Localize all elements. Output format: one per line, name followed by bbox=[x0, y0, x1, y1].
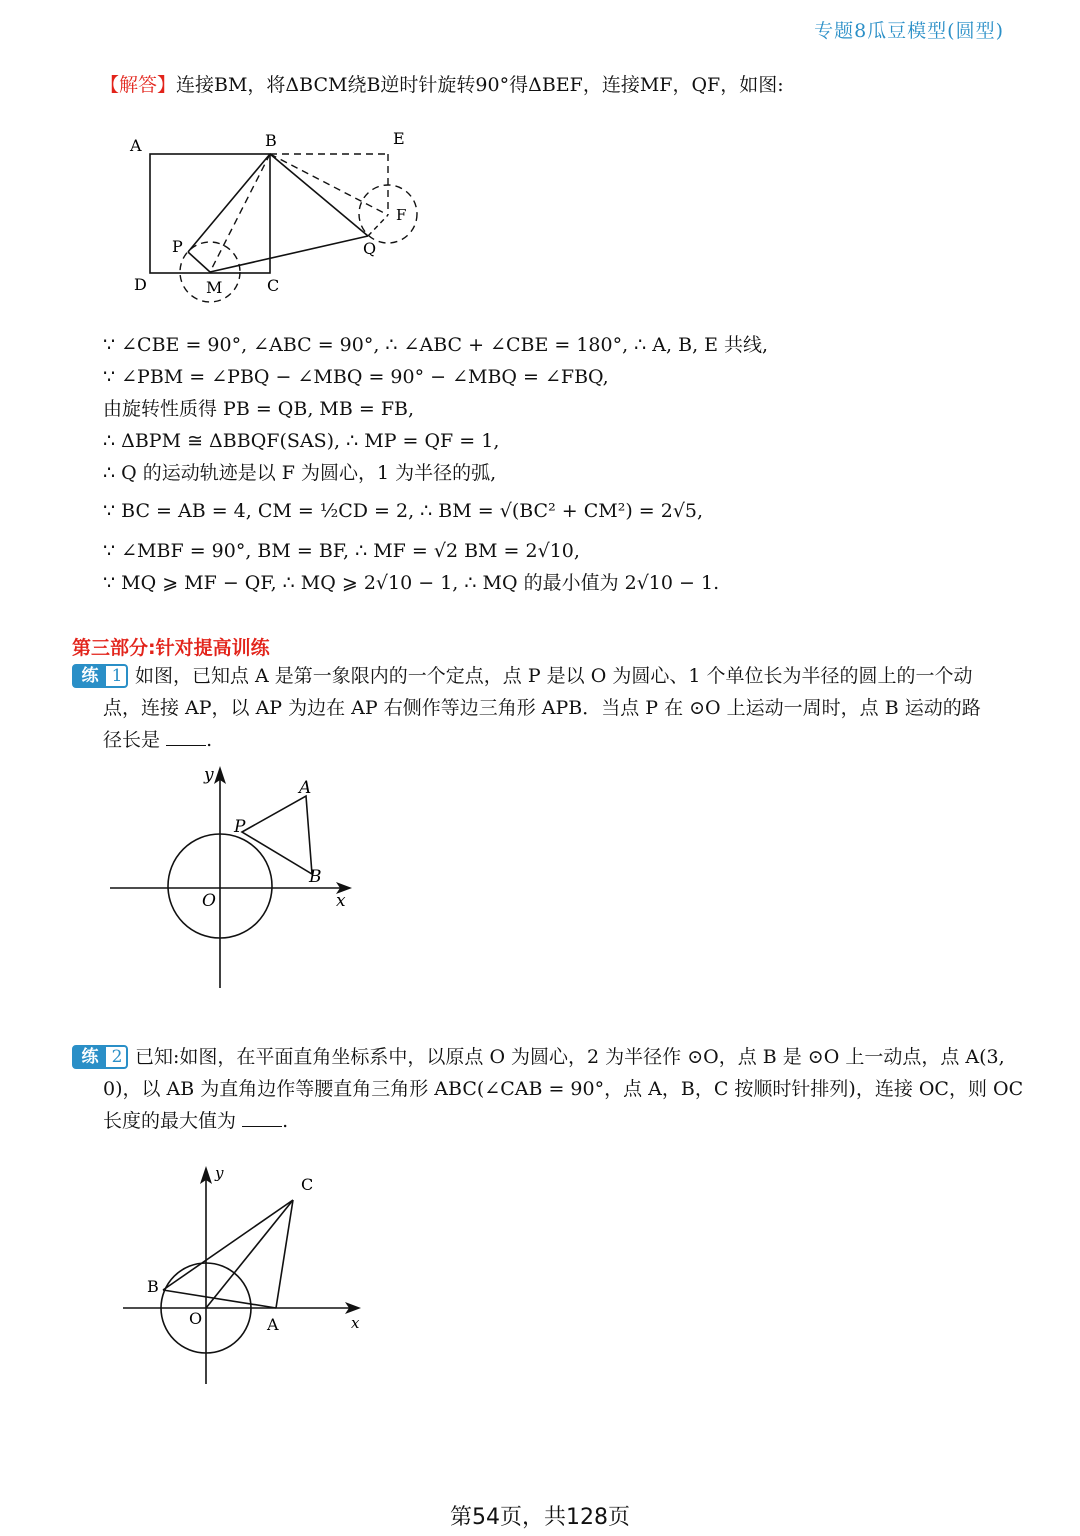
exercise-badge bbox=[72, 1045, 128, 1069]
answer-step: ∴ ΔBPM ≅ ΔBBQF(SAS), ∴ MP = QF = 1, bbox=[103, 430, 500, 452]
fig1-label-A: A bbox=[130, 136, 142, 155]
ex2-label-x: x bbox=[351, 1314, 360, 1332]
fig1-label-B: B bbox=[265, 131, 277, 150]
answer-step: ∵ ∠MBF = 90°, BM = BF, ∴ MF = √2 BM = 2√10, bbox=[103, 540, 580, 562]
answer-step: 由旋转性质得 PB = QB, MB = FB, bbox=[103, 398, 415, 420]
fig1-label-P: P bbox=[172, 237, 183, 256]
answer-step: ∵ ∠CBE = 90°, ∠ABC = 90°, ∴ ∠ABC + ∠CBE = 180°, ∴ A, B, E 共线, bbox=[103, 334, 769, 356]
exercise-line: 如图，已知点 A 是第一象限内的一个定点，点 P 是以 O 为圆心、1 个单位长为半径的圆上的一个动 bbox=[135, 665, 973, 687]
fig1-label-E: E bbox=[393, 129, 405, 148]
answer-blank bbox=[242, 1108, 282, 1127]
ex2-label-O: O bbox=[189, 1309, 203, 1328]
answer-step: ∴ Q 的运动轨迹是以 F 为圆心，1 为半径的弧, bbox=[103, 462, 497, 484]
page-header-title: 专题8瓜豆模型(圆型) bbox=[814, 20, 1004, 42]
answer-intro-text: 连接BM，将ΔBCM绕B逆时针旋转90°得ΔBEF，连接MF，QF，如图: bbox=[176, 74, 784, 96]
ex1-label-y: y bbox=[204, 765, 214, 785]
exercise-line: 点，连接 AP，以 AP 为边在 AP 右侧作等边三角形 APB．当点 P 在 ⊙O 上运动一周时，点 B 运动的路 bbox=[103, 697, 981, 719]
exercise-badge bbox=[72, 664, 128, 688]
ex1-label-x: x bbox=[336, 891, 346, 911]
exercise-line-text: 长度的最大值为 bbox=[103, 1110, 237, 1132]
fig1-label-Q: Q bbox=[363, 239, 377, 258]
section-title: 第三部分:针对提高训练 bbox=[72, 637, 270, 659]
ex1-label-B: B bbox=[309, 867, 322, 887]
answer-tag: 【解答】 bbox=[100, 74, 177, 96]
exercise-line: 已知:如图，在平面直角坐标系中，以原点 O 为圆心，2 为半径作 ⊙O，点 B 是 ⊙O 上一动点，点 A(3, bbox=[135, 1046, 1005, 1068]
fig1-label-F: F bbox=[396, 206, 407, 224]
ex2-label-B: B bbox=[147, 1277, 159, 1296]
ex1-label-P: P bbox=[234, 817, 246, 837]
fig1-label-M: M bbox=[206, 278, 223, 297]
ex2-label-A: A bbox=[267, 1315, 279, 1334]
ex2-label-C: C bbox=[301, 1175, 314, 1194]
exercise-badge-number: 2 bbox=[111, 1047, 123, 1067]
page-footer: 第54页，共128页 bbox=[450, 1505, 630, 1530]
exercise-line-last bbox=[103, 724, 212, 756]
fig1-label-D: D bbox=[134, 275, 147, 294]
answer-step: ∵ ∠PBM = ∠PBQ − ∠MBQ = 90° − ∠MBQ = ∠FBQ, bbox=[103, 366, 609, 388]
exercise-badge-label: 练 bbox=[74, 1047, 106, 1067]
ex1-label-A: A bbox=[299, 778, 312, 798]
ex2-label-y: y bbox=[215, 1164, 224, 1182]
exercise-line: 0)，以 AB 为直角边作等腰直角三角形 ABC(∠CAB = 90°，点 A，B，C 按顺时针排列)，连接 OC，则 OC bbox=[103, 1078, 1024, 1100]
answer-intro bbox=[100, 70, 784, 97]
answer-step: ∵ BC = AB = 4, CM = ½CD = 2, ∴ BM = √(BC² + CM²) = 2√5, bbox=[103, 500, 704, 522]
exercise2-figure bbox=[115, 1160, 375, 1390]
exercise-badge-label: 练 bbox=[74, 666, 106, 686]
rotation-figure bbox=[120, 120, 440, 310]
exercise-badge-number: 1 bbox=[111, 666, 123, 686]
answer-step: ∵ MQ ⩾ MF − QF, ∴ MQ ⩾ 2√10 − 1, ∴ MQ 的最小值为 2√10 − 1. bbox=[103, 572, 720, 594]
exercise-line-last bbox=[103, 1105, 288, 1137]
fig1-label-C: C bbox=[267, 276, 280, 295]
exercise-line-end: . bbox=[282, 1110, 289, 1132]
exercise-line-text: 径长是 bbox=[103, 729, 161, 751]
answer-blank bbox=[166, 727, 206, 746]
exercise1-figure bbox=[100, 760, 370, 995]
ex1-label-O: O bbox=[202, 891, 216, 911]
exercise-line-end: . bbox=[206, 729, 213, 751]
